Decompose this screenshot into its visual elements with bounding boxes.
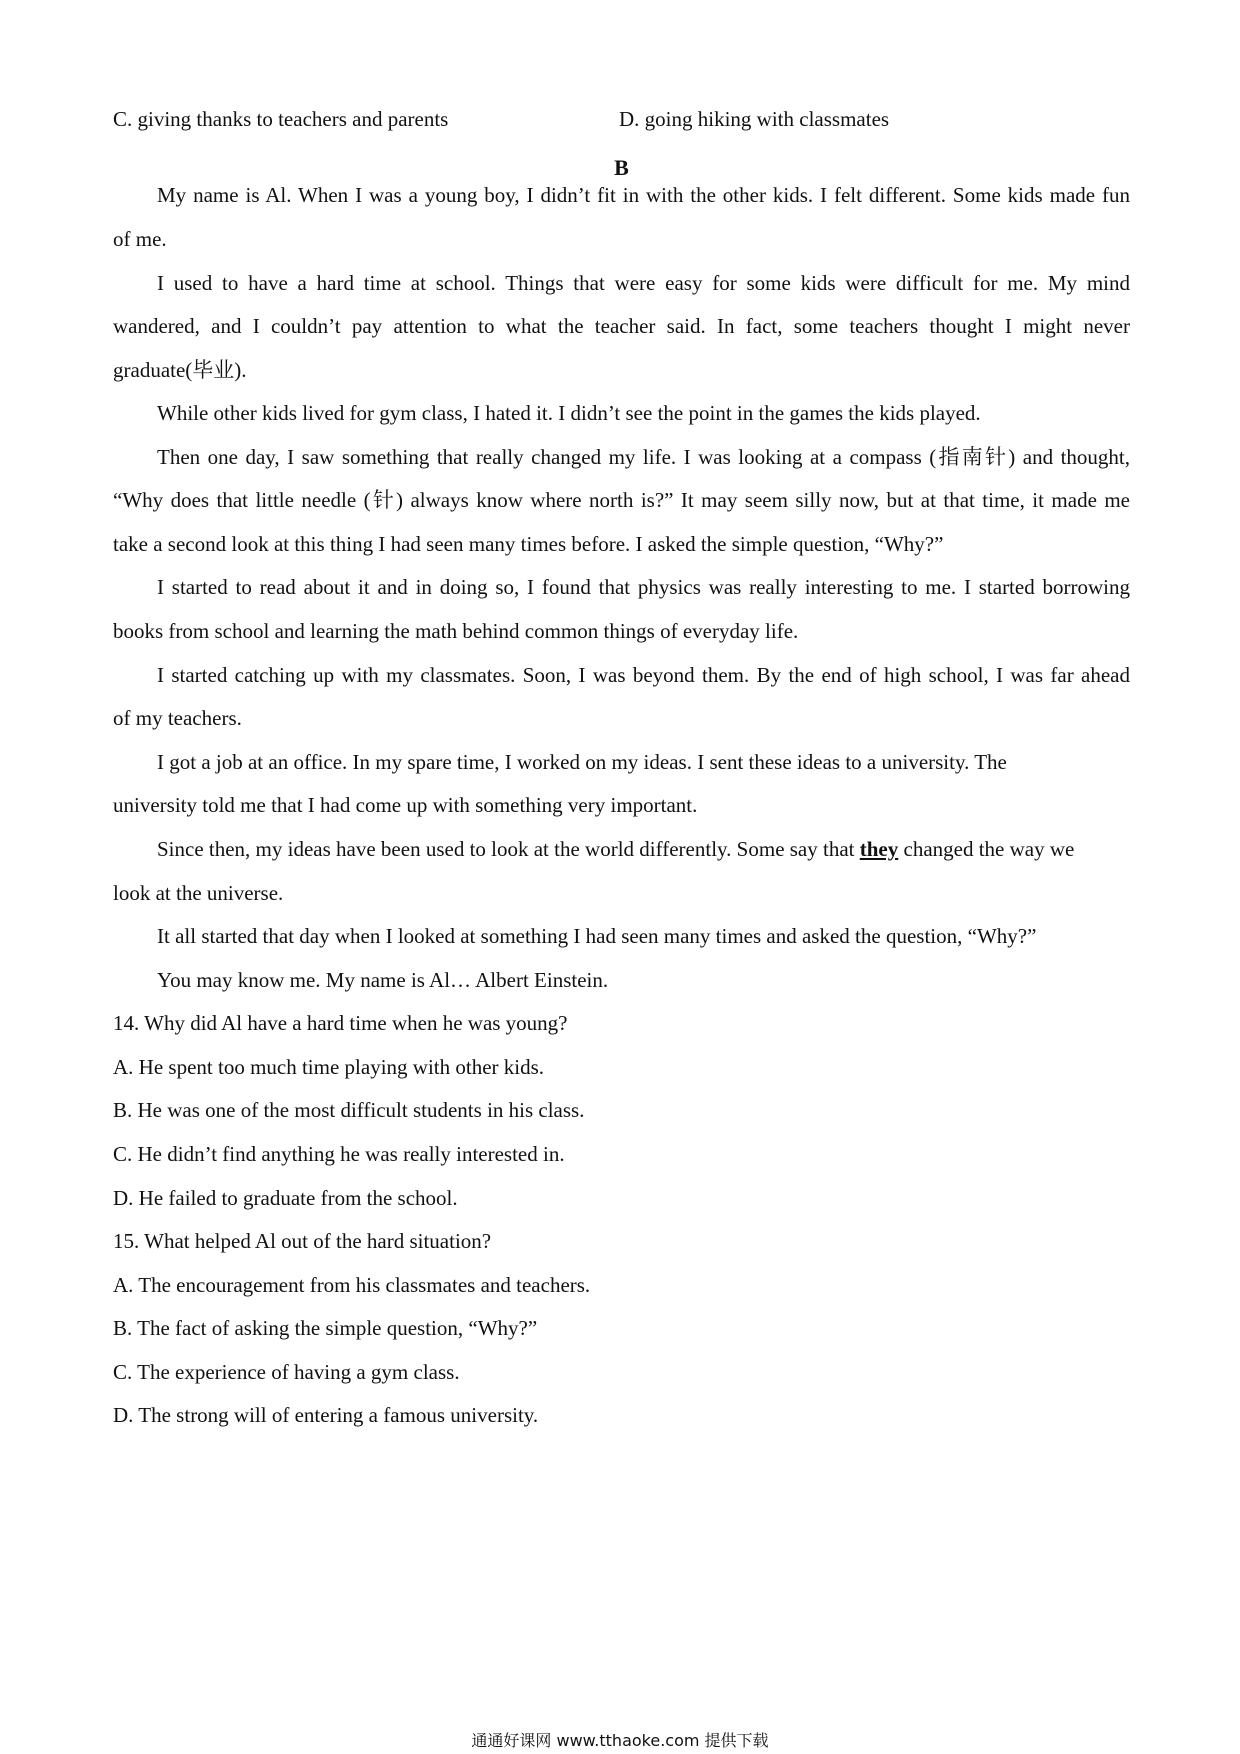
question-option: D. The strong will of entering a famous university. [113,1403,539,1427]
question-option: A. The encouragement from his classmates and teachers. [113,1273,591,1297]
underlined-word: they [859,837,899,861]
paragraph-line: take a second look at this thing I had seen many times before. I asked the simple question, “Why?” [113,532,944,556]
paragraph-line: “Why does that little needle (针) always know where north is?” It may seem silly now, but at that time, it made me [113,488,1130,512]
option-d: D. going hiking with classmates [619,107,890,131]
question-option: C. He didn’t find anything he was really interested in. [113,1142,565,1166]
document-page [113,0,1130,1754]
paragraph-line: of my teachers. [113,706,242,730]
question-option: D. He failed to graduate from the school. [113,1186,458,1210]
question-stem: 15. What helped Al out of the hard situation? [113,1229,492,1253]
paragraph-line: graduate(毕业). [113,358,247,382]
section-heading: B [614,155,629,180]
paragraph-line: of me. [113,227,167,251]
paragraph-line: While other kids lived for gym class, I hated it. I didn’t see the point in the games the kids played. [157,401,981,425]
previous-question-options [113,106,1130,132]
paragraph-line: My name is Al. When I was a young boy, I didn’t fit in with the other kids. I felt different. Some kids made fun [157,183,1130,207]
paragraph-line: I started to read about it and in doing so, I found that physics was really interesting to me. I started borrowing [157,575,1130,599]
paragraph-line: I started catching up with my classmates. Soon, I was beyond them. By the end of high school, I was far ahead [157,663,1130,687]
paragraph-line: I got a job at an office. In my spare time, I worked on my ideas. I sent these ideas to a university. The [157,750,1007,774]
paragraph-text: Since then, my ideas have been used to look at the world differently. Some say that [157,837,860,861]
paragraph-line: university told me that I had come up with something very important. [113,793,698,817]
paragraph-line: books from school and learning the math behind common things of everyday life. [113,619,799,643]
paragraph-line: I used to have a hard time at school. Things that were easy for some kids were difficult for me. My mind [157,271,1130,295]
question-option: B. The fact of asking the simple question, “Why?” [113,1316,538,1340]
question-stem: 14. Why did Al have a hard time when he was young? [113,1011,568,1035]
question-option: C. The experience of having a gym class. [113,1360,460,1384]
paragraph-line: You may know me. My name is Al… Albert Einstein. [157,968,609,992]
paragraph-line: look at the universe. [113,881,284,905]
paragraph-line [157,836,1130,862]
option-c: C. giving thanks to teachers and parents [113,107,449,131]
page-footer: 通通好课网 www.tthaoke.com 提供下载 [471,1731,769,1750]
paragraph-line: wandered, and I couldn’t pay attention to what the teacher said. In fact, some teachers thought I might never [113,314,1130,338]
question-option: A. He spent too much time playing with other kids. [113,1055,545,1079]
paragraph-line: Then one day, I saw something that really changed my life. I was looking at a compass (指南针) and thought, [157,445,1130,469]
paragraph-text: changed the way we [898,837,1075,861]
question-option: B. He was one of the most difficult students in his class. [113,1098,585,1122]
paragraph-line: It all started that day when I looked at something I had seen many times and asked the question, “Why?” [157,924,1037,948]
